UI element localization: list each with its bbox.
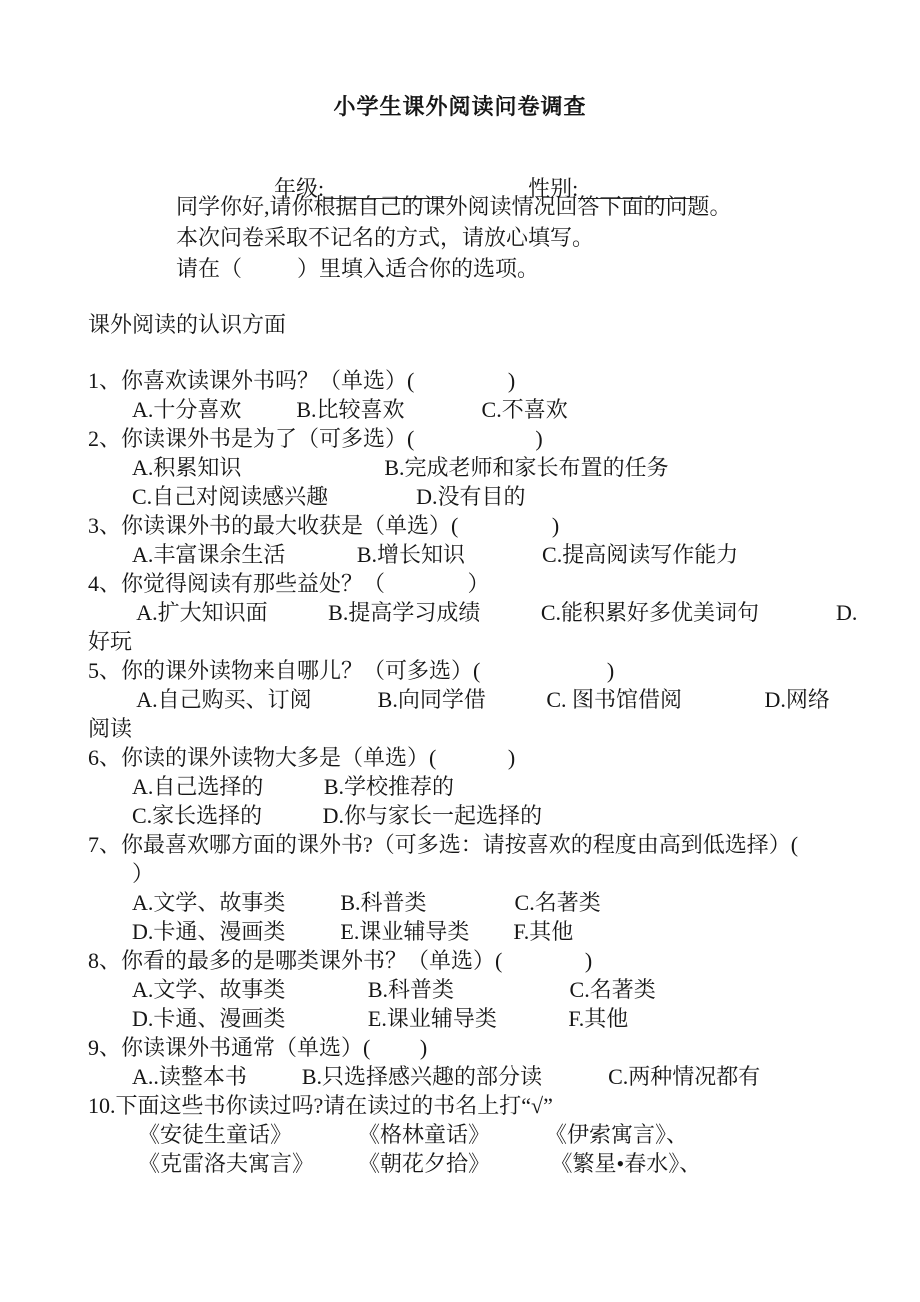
option-line: A.积累知识 B.完成老师和家长布置的任务	[132, 455, 669, 480]
intro-paragraph	[176, 191, 732, 284]
option-line: D.卡通、漫画类 E.课业辅导类 F.其他	[132, 1006, 629, 1031]
option-line: A..读整本书 B.只选择感兴趣的部分读 C.两种情况都有	[132, 1064, 761, 1089]
gender-label: 性别:	[528, 176, 579, 201]
option-line: A.文学、故事类 B.科普类 C.名著类	[132, 890, 601, 915]
option-line: C.自己对阅读感兴趣 D.没有目的	[132, 484, 526, 509]
question-line: 6、你读的课外读物大多是（单选）( )	[88, 745, 516, 770]
question-line: 7、你最喜欢哪方面的课外书?（可多选：请按喜欢的程度由高到低选择）(	[88, 832, 799, 857]
page-title: 小学生课外阅读问卷调查	[333, 94, 587, 119]
book-list-line: 《克雷洛夫寓言》 《朝花夕拾》 《繁星•春水》、	[138, 1151, 702, 1176]
question-line: 1、你喜欢读课外书吗？（单选）( )	[88, 368, 516, 393]
option-line: A.自己购买、订阅 B.向同学借 C. 图书馆借阅 D.网络	[132, 687, 830, 712]
option-line: A.自己选择的 B.学校推荐的	[132, 774, 455, 799]
question-line: 9、你读课外书通常（单选）( )	[88, 1035, 428, 1060]
book-list-line: 《安徒生童话》 《格林童话》 《伊索寓言》、	[138, 1122, 689, 1147]
wrapped-text-line: 好玩	[88, 629, 133, 654]
intro-line: 同学你好,请你根据自己的课外阅读情况回答下面的问题。	[176, 194, 732, 219]
option-line: A.扩大知识面 B.提高学习成绩 C.能积累好多优美词句 D.	[132, 600, 858, 625]
option-line: A.文学、故事类 B.科普类 C.名著类	[132, 977, 656, 1002]
question-line: 8、你看的最多的是哪类课外书？（单选）( )	[88, 948, 593, 973]
option-line: A.十分喜欢 B.比较喜欢 C.不喜欢	[132, 397, 568, 422]
wrapped-text-line: 阅读	[88, 716, 133, 741]
questionnaire-body	[88, 366, 888, 1178]
intro-line: 请在（ ）里填入适合你的选项。	[176, 256, 540, 281]
question-line: 4、你觉得阅读有那些益处？（ ）	[88, 571, 490, 596]
question-line: 10.下面这些书你读过吗?请在读过的书名上打“√”	[88, 1093, 553, 1118]
question-line: 2、你读课外书是为了（可多选）( )	[88, 426, 543, 451]
question-line: 3、你读课外书的最大收获是（单选）( )	[88, 513, 560, 538]
option-line: D.卡通、漫画类 E.课业辅导类 F.其他	[132, 919, 574, 944]
section-heading: 课外阅读的认识方面	[88, 312, 287, 337]
intro-line: 本次问卷采取不记名的方式，请放心填写。	[176, 225, 595, 250]
option-line: C.家长选择的 D.你与家长一起选择的	[132, 803, 543, 828]
question-line: 5、你的课外读物来自哪儿？（可多选）( )	[88, 658, 615, 683]
grade-label: 年级:	[274, 176, 325, 201]
option-line: ）	[132, 861, 155, 886]
option-line: A.丰富课余生活 B.增长知识 C.提高阅读写作能力	[132, 542, 739, 567]
